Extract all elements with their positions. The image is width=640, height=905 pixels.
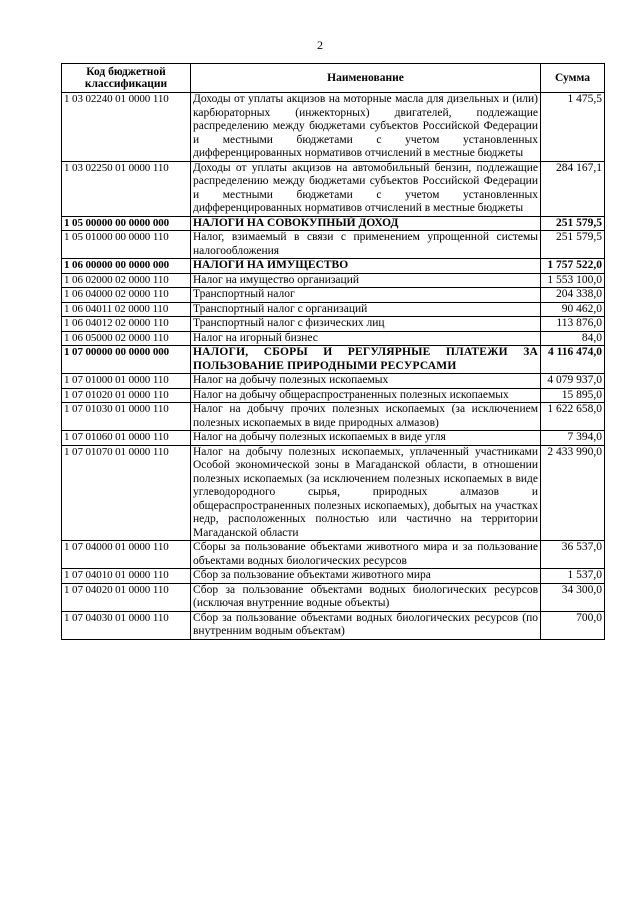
code-cell: 1 03 02240 01 0000 110 [62,93,191,162]
table-row [62,374,605,389]
code-cell: 1 07 01000 01 0000 110 [62,374,191,389]
name-cell: Сборы за пользование объектами животного мира и за пользование объектами водных биологических ресурсов [191,541,541,569]
sum-cell: 251 579,5 [541,216,605,231]
name-cell: Налог на добычу полезных ископаемых [191,374,541,389]
name-cell: Налог на добычу общераспространенных полезных ископаемых [191,388,541,403]
sum-cell: 1 622 658,0 [541,403,605,431]
table-row [62,288,605,303]
code-cell: 1 05 01000 00 0000 110 [62,231,191,259]
budget-revenue-table [61,63,605,640]
sum-cell: 34 300,0 [541,583,605,611]
name-cell: Налог на добычу прочих полезных ископаемых (за исключением полезных ископаемых в виде природных алмазов) [191,403,541,431]
name-cell: Сбор за пользование объектами водных биологических ресурсов (по внутренним водным объектам) [191,611,541,639]
table-row [62,541,605,569]
name-cell: НАЛОГИ, СБОРЫ И РЕГУЛЯРНЫЕ ПЛАТЕЖИ ЗА ПОЛЬЗОВАНИЕ ПРИРОДНЫМИ РЕСУРСАМИ [191,346,541,374]
header-sum: Сумма [541,64,605,93]
code-cell: 1 06 04000 02 0000 110 [62,288,191,303]
table-row [62,93,605,162]
sum-cell: 15 895,0 [541,388,605,403]
sum-cell: 1 757 522,0 [541,259,605,274]
name-cell: Сбор за пользование объектами животного мира [191,569,541,584]
table-row [62,583,605,611]
table-row [62,431,605,446]
code-cell: 1 07 01070 01 0000 110 [62,445,191,541]
table-row-section [62,259,605,274]
header-code: Код бюджетной классификации [62,64,191,93]
sum-cell: 7 394,0 [541,431,605,446]
table-row [62,273,605,288]
code-cell: 1 07 01030 01 0000 110 [62,403,191,431]
code-cell: 1 07 04010 01 0000 110 [62,569,191,584]
name-cell: Транспортный налог с организаций [191,302,541,317]
table-row [62,161,605,216]
table-row-section [62,216,605,231]
table-row-section [62,346,605,374]
code-cell: 1 07 04020 01 0000 110 [62,583,191,611]
table-row [62,331,605,346]
table-row [62,611,605,639]
table-row [62,388,605,403]
code-cell: 1 07 01060 01 0000 110 [62,431,191,446]
table-row [62,403,605,431]
sum-cell: 700,0 [541,611,605,639]
sum-cell: 4 079 937,0 [541,374,605,389]
name-cell: Сбор за пользование объектами водных биологических ресурсов (исключая внутренние водные объекты) [191,583,541,611]
name-cell: Налог на имущество организаций [191,273,541,288]
name-cell: Налог на добычу полезных ископаемых, уплаченный участниками Особой экономической зоны в Магаданской области, в отношении полезных ископаемых (за исключением полезных ископаемых в виде углеводородного сырья, природных алмазов и общераспространенных полезных ископаемых), добытых на участках недр, расположенных полностью или частично на территории Магаданской области [191,445,541,541]
sum-cell: 284 167,1 [541,161,605,216]
sum-cell: 4 116 474,0 [541,346,605,374]
name-cell: Доходы от уплаты акцизов на моторные масла для дизельных и (или) карбюраторных (инжекторных) двигателей, подлежащие распределению между бюджетами субъектов Российской Федерации и местными бюджетами с учетом установленных дифференцированных нормативов отчислений в местные бюджеты [191,93,541,162]
sum-cell: 1 475,5 [541,93,605,162]
sum-cell: 36 537,0 [541,541,605,569]
name-cell: Транспортный налог [191,288,541,303]
header-name: Наименование [191,64,541,93]
sum-cell: 2 433 990,0 [541,445,605,541]
code-cell: 1 06 00000 00 0000 000 [62,259,191,274]
name-cell: НАЛОГИ НА ИМУЩЕСТВО [191,259,541,274]
code-cell: 1 07 00000 00 0000 000 [62,346,191,374]
table-row [62,445,605,541]
sum-cell: 251 579,5 [541,231,605,259]
name-cell: НАЛОГИ НА СОВОКУПНЫЙ ДОХОД [191,216,541,231]
code-cell: 1 06 04012 02 0000 110 [62,317,191,332]
code-cell: 1 07 01020 01 0000 110 [62,388,191,403]
sum-cell: 90 462,0 [541,302,605,317]
table-row [62,317,605,332]
table-header-row [62,64,605,93]
page-number: 2 [317,38,323,52]
code-cell: 1 06 05000 02 0000 110 [62,331,191,346]
sum-cell: 1 553 100,0 [541,273,605,288]
name-cell: Налог, взимаемый в связи с применением упрощенной системы налогообложения [191,231,541,259]
code-cell: 1 06 04011 02 0000 110 [62,302,191,317]
code-cell: 1 07 04000 01 0000 110 [62,541,191,569]
sum-cell: 1 537,0 [541,569,605,584]
code-cell: 1 07 04030 01 0000 110 [62,611,191,639]
table-row [62,569,605,584]
name-cell: Доходы от уплаты акцизов на автомобильный бензин, подлежащие распределению между бюджетами субъектов Российской Федерации и местными бюджетами с учетом установленных дифференцированных нормативов отчислений в местные бюджеты [191,161,541,216]
sum-cell: 204 338,0 [541,288,605,303]
code-cell: 1 05 00000 00 0000 000 [62,216,191,231]
code-cell: 1 03 02250 01 0000 110 [62,161,191,216]
table-row [62,302,605,317]
sum-cell: 113 876,0 [541,317,605,332]
table-row [62,231,605,259]
name-cell: Налог на игорный бизнес [191,331,541,346]
code-cell: 1 06 02000 02 0000 110 [62,273,191,288]
name-cell: Налог на добычу полезных ископаемых в виде угля [191,431,541,446]
name-cell: Транспортный налог с физических лиц [191,317,541,332]
sum-cell: 84,0 [541,331,605,346]
